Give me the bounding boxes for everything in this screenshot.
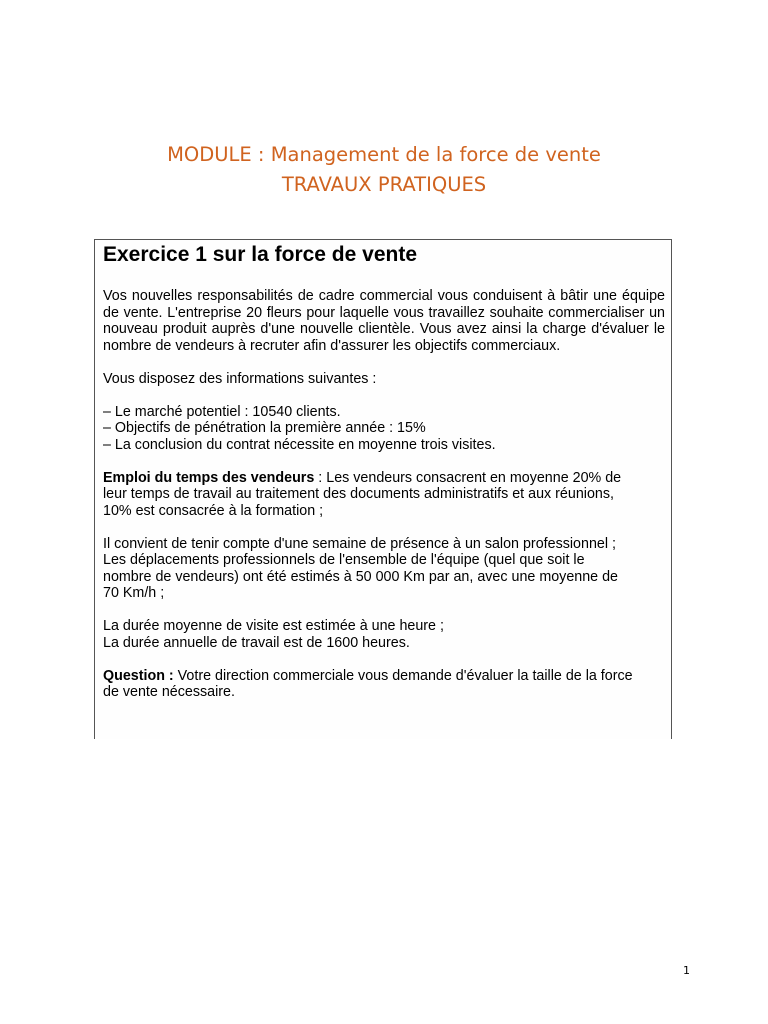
exercise-content <box>103 240 665 701</box>
bullet-visits: – La conclusion du contrat nécessite en moyenne trois visites. <box>103 436 496 453</box>
spacer <box>103 387 665 404</box>
spacer <box>103 354 665 371</box>
info-lead: Vous disposez des informations suivantes : <box>103 370 377 387</box>
exercise-intro: Vos nouvelles responsabilités de cadre commercial vous conduisent à bâtir une équipe de vente. L'entreprise 20 fleurs pour laquelle vous travaillez souhaite commercialiser un nouveau produit auprès d'une nouvelle clientèle. Vous avez ainsi la charge d'évaluer le nombre de vendeurs à recruter afin d'assurer les objectifs commerciaux. <box>103 288 665 354</box>
salon-line-2: Les déplacements professionnels de l'ensemble de l'équipe (quel que soit le <box>103 552 585 568</box>
schedule-line-3: 10% est consacrée à la formation ; <box>103 502 324 519</box>
question-line-1 <box>103 668 665 685</box>
question-line-2: de vente nécessaire. <box>103 684 235 700</box>
question-label: Question : <box>103 667 174 684</box>
spacer <box>103 602 665 619</box>
exercise-title: Exercice 1 sur la force de vente <box>103 243 418 266</box>
exercise-box <box>94 239 672 739</box>
salon-line-3: nombre de vendeurs) ont été estimés à 50 000 Km par an, avec une moyenne de <box>103 568 619 585</box>
spacer <box>103 651 665 668</box>
schedule-line-1 <box>103 470 665 487</box>
schedule-line-2: leur temps de travail au traitement des documents administratifs et aux réunions, <box>103 486 614 502</box>
bullet-market: – Le marché potentiel : 10540 clients. <box>103 403 341 420</box>
spacer <box>103 269 665 288</box>
schedule-label: Emploi du temps des vendeurs <box>103 469 315 486</box>
salon-line-1: Il convient de tenir compte d'une semaine de présence à un salon professionnel ; <box>103 535 616 552</box>
schedule-text-1: : Les vendeurs consacrent en moyenne 20% de <box>314 469 622 486</box>
module-subtitle: TRAVAUX PRATIQUES <box>281 173 487 196</box>
question-text-1: Votre direction commerciale vous demande d'évaluer la taille de la force <box>173 667 633 684</box>
spacer <box>103 519 665 536</box>
page-number: 1 <box>683 964 690 977</box>
document-header <box>0 140 768 200</box>
module-title: MODULE : Management de la force de vente <box>167 143 601 166</box>
salon-line-4: 70 Km/h ; <box>103 585 165 601</box>
bullet-penetration: – Objectifs de pénétration la première année : 15% <box>103 420 426 436</box>
spacer <box>103 453 665 470</box>
duration-line-1: La durée moyenne de visite est estimée à une heure ; <box>103 618 444 634</box>
duration-line-2: La durée annuelle de travail est de 1600 heures. <box>103 634 410 651</box>
